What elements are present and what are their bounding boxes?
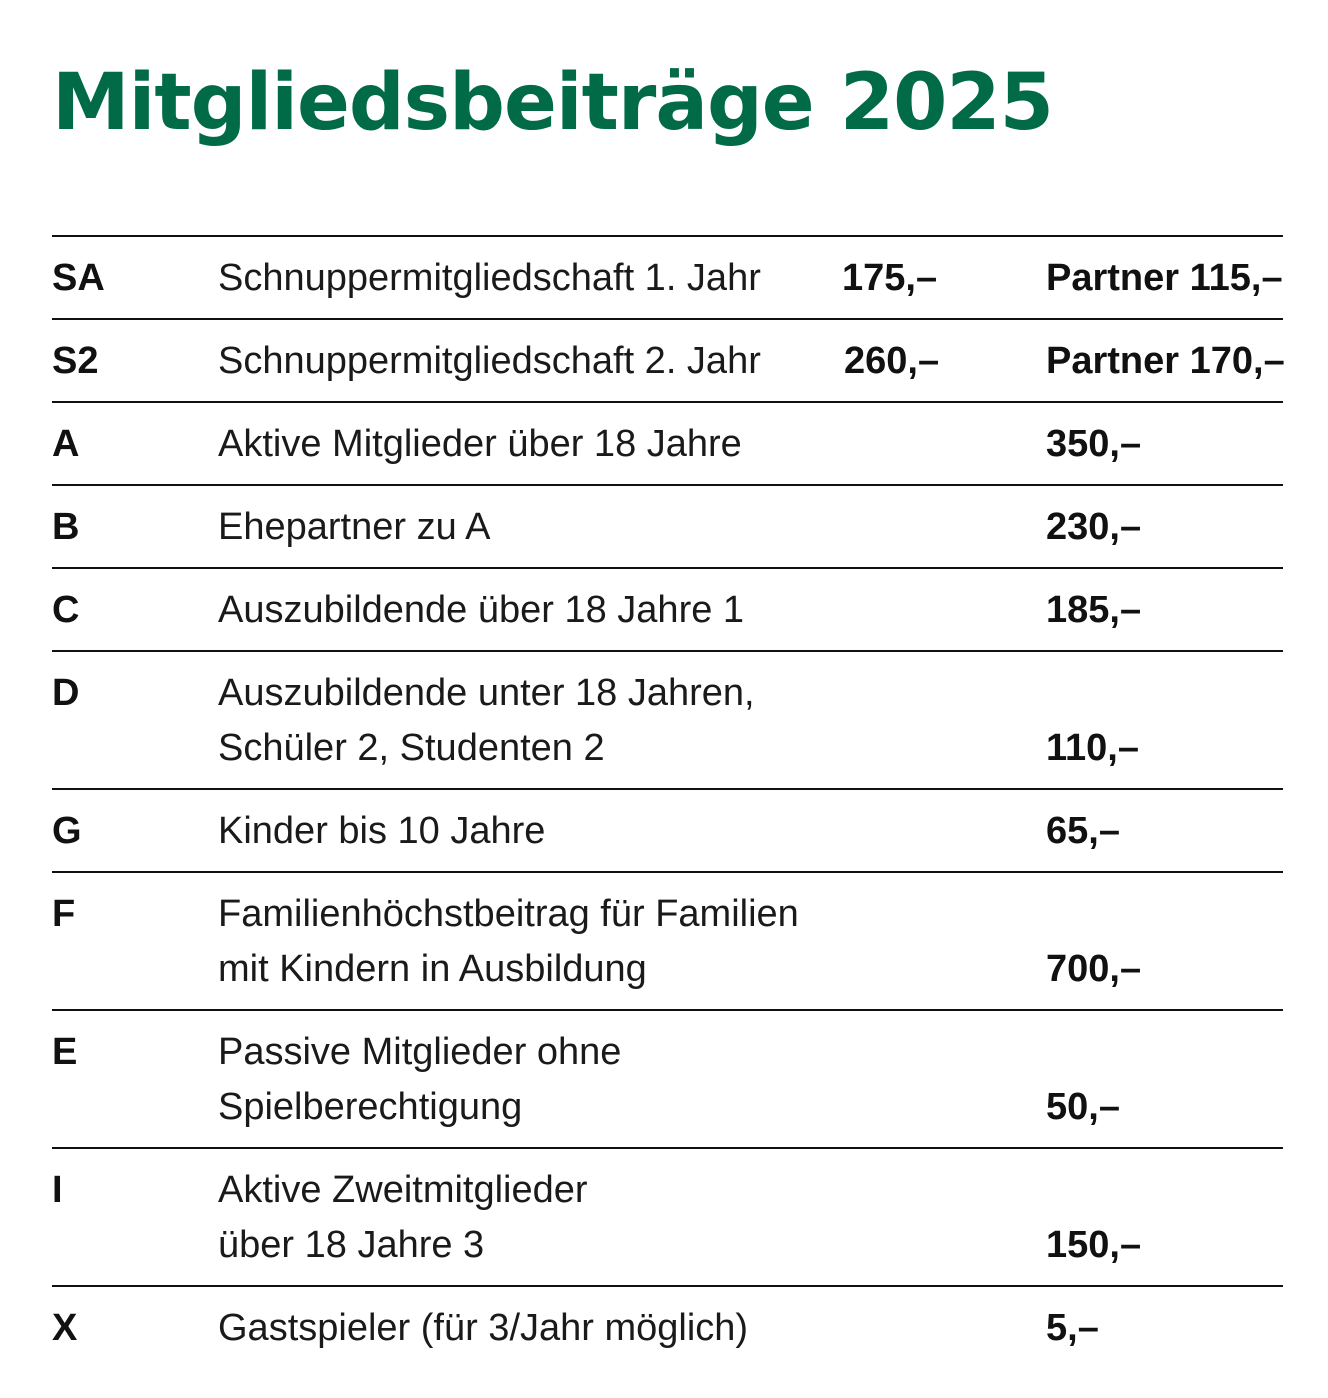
- table-row: [52, 1149, 1283, 1287]
- membership-code: C: [52, 589, 80, 631]
- membership-price: 185,–: [1046, 589, 1142, 631]
- membership-description: [218, 666, 755, 776]
- membership-description: Kinder bis 10 Jahre: [218, 810, 546, 852]
- membership-price: 700,–: [1046, 948, 1142, 990]
- membership-code: S2: [52, 340, 99, 382]
- table-row: [52, 1287, 1283, 1370]
- membership-code: X: [52, 1307, 78, 1349]
- description-line: Schüler 2, Studenten 2: [218, 727, 605, 769]
- membership-price: 110,–: [1046, 727, 1139, 769]
- membership-price: 260,–: [844, 340, 940, 382]
- membership-price: 150,–: [1046, 1224, 1142, 1266]
- membership-price: 5,–: [1046, 1307, 1099, 1349]
- membership-code: SA: [52, 257, 105, 299]
- membership-description: Schnuppermitgliedschaft 1. Jahr: [218, 257, 761, 299]
- membership-code: I: [52, 1169, 63, 1211]
- partner-price: Partner 170,–: [1046, 340, 1285, 382]
- membership-code: E: [52, 1031, 78, 1073]
- membership-description: [218, 887, 799, 997]
- membership-description: Aktive Mitglieder über 18 Jahre: [218, 423, 742, 465]
- table-row: [52, 569, 1283, 652]
- membership-price: 175,–: [842, 257, 938, 299]
- table-row: [52, 320, 1283, 403]
- table-row: [52, 403, 1283, 486]
- membership-code: D: [52, 672, 80, 714]
- membership-description: Gastspieler (für 3/Jahr möglich): [218, 1307, 749, 1349]
- description-line: Auszubildende unter 18 Jahren,: [218, 672, 755, 714]
- membership-code: F: [52, 893, 76, 935]
- table-row: [52, 790, 1283, 873]
- table-row: [52, 237, 1283, 320]
- membership-price: 350,–: [1046, 423, 1142, 465]
- fee-table: [52, 235, 1283, 1370]
- membership-price: 65,–: [1046, 810, 1120, 852]
- membership-price: 230,–: [1046, 506, 1142, 548]
- membership-code: B: [52, 506, 80, 548]
- table-row: [52, 873, 1283, 1011]
- partner-price: Partner 115,–: [1046, 257, 1283, 299]
- description-line: Familienhöchstbeitrag für Familien: [218, 893, 799, 935]
- page-title: Mitgliedsbeiträge 2025: [52, 58, 1053, 148]
- membership-description: Auszubildende über 18 Jahre 1: [218, 589, 745, 631]
- table-row: [52, 1011, 1283, 1149]
- description-line: über 18 Jahre 3: [218, 1224, 485, 1266]
- description-line: Passive Mitglieder ohne: [218, 1031, 622, 1073]
- description-line: Aktive Zweitmitglieder: [218, 1169, 588, 1211]
- table-row: [52, 486, 1283, 569]
- table-row: [52, 652, 1283, 790]
- membership-description: Ehepartner zu A: [218, 506, 491, 548]
- description-line: Spielberechtigung: [218, 1086, 523, 1128]
- membership-description: Schnuppermitgliedschaft 2. Jahr: [218, 340, 761, 382]
- membership-description: [218, 1163, 588, 1273]
- membership-price: 50,–: [1046, 1086, 1120, 1128]
- membership-code: G: [52, 810, 82, 852]
- membership-description: [218, 1025, 621, 1135]
- membership-code: A: [52, 423, 80, 465]
- description-line: mit Kindern in Ausbildung: [218, 948, 647, 990]
